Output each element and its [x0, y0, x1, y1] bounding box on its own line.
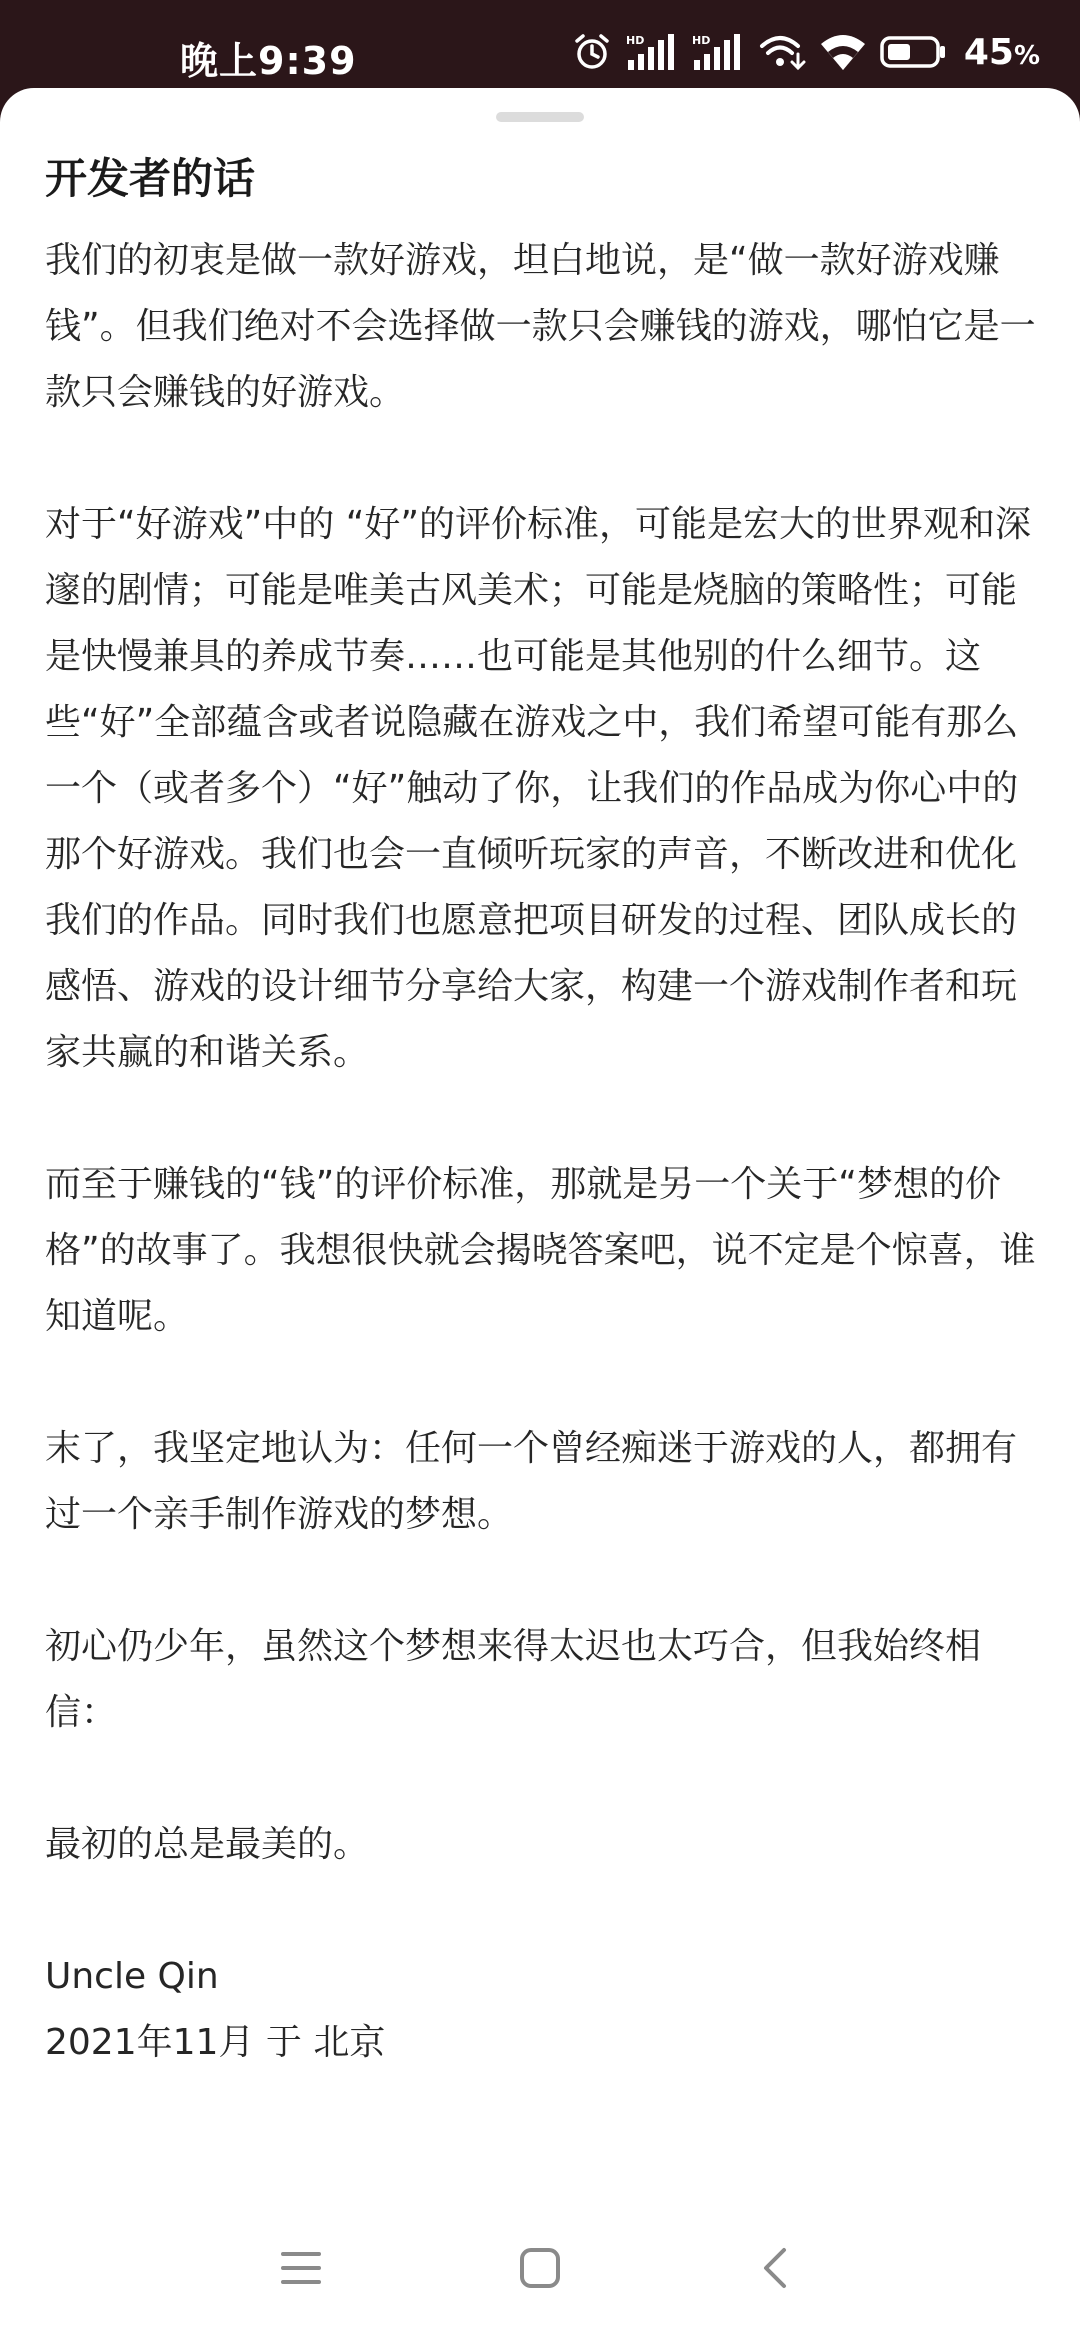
paragraph: 最初的总是最美的。 [45, 1824, 370, 1865]
dialog-content [45, 228, 1040, 2076]
menu-button[interactable] [271, 2240, 331, 2300]
navigation-bar [0, 2220, 1080, 2320]
wifi-icon [820, 32, 866, 72]
drag-handle[interactable] [496, 112, 584, 122]
paragraph: 对于“好游戏”中的 “好”的评价标准，可能是宏大的世界观和深邃的剧情；可能是唯美古风美术；可能是烧脑的策略性；可能是快慢兼具的养成节奏……也可能是其他别的什么细节。这些“好”全部蕴含或者说隐藏在游戏之中，我们希望可能有那么一个（或者多个）“好”触动了你，让我们的作品成为你心中的那个好游戏。我们也会一直倾听玩家的声音，不断改进和优化我们的作品。同时我们也愿意把项目研发的过程、团队成长的感悟、游戏的设计细节分享给大家，构建一个游戏制作者和玩家共赢的和谐关系。 [45, 504, 1032, 1073]
battery-percent: 45% [963, 31, 1040, 73]
date-place: 2021年11月 于 北京 [45, 2022, 386, 2063]
status-icons [572, 30, 1040, 74]
status-time: 晚上9:39 [180, 39, 357, 83]
alarm-icon [572, 32, 612, 72]
signature: Uncle Qin [45, 1956, 219, 1997]
menu-icon [279, 2248, 323, 2292]
dialog-title: 开发者的话 [45, 154, 256, 203]
svg-text:HD: HD [625, 34, 645, 47]
home-button[interactable] [510, 2240, 570, 2300]
hd-signal-icon [692, 32, 744, 72]
battery-icon [880, 34, 946, 70]
paragraph: 而至于赚钱的“钱”的评价标准，那就是另一个关于“梦想的价格”的故事了。我想很快就会揭晓答案吧，说不定是个惊喜，谁知道呢。 [45, 1164, 1036, 1337]
paragraph: 末了，我坚定地认为：任何一个曾经痴迷于游戏的人，都拥有过一个亲手制作游戏的梦想。 [45, 1428, 1018, 1535]
wifi-calling-icon [758, 32, 806, 72]
back-icon [758, 2246, 792, 2294]
status-bar [0, 0, 1080, 92]
paragraph: 初心仍少年，虽然这个梦想来得太迟也太巧合，但我始终相信： [45, 1626, 982, 1733]
paragraph: 我们的初衷是做一款好游戏，坦白地说，是“做一款好游戏赚钱”。但我们绝对不会选择做一款只会赚钱的游戏，哪怕它是一款只会赚钱的好游戏。 [45, 240, 1036, 413]
home-icon [518, 2246, 562, 2294]
svg-text:HD: HD [691, 34, 711, 47]
hd-signal-icon [626, 32, 678, 72]
back-button[interactable] [745, 2240, 805, 2300]
developer-notes-sheet [0, 88, 1080, 2340]
